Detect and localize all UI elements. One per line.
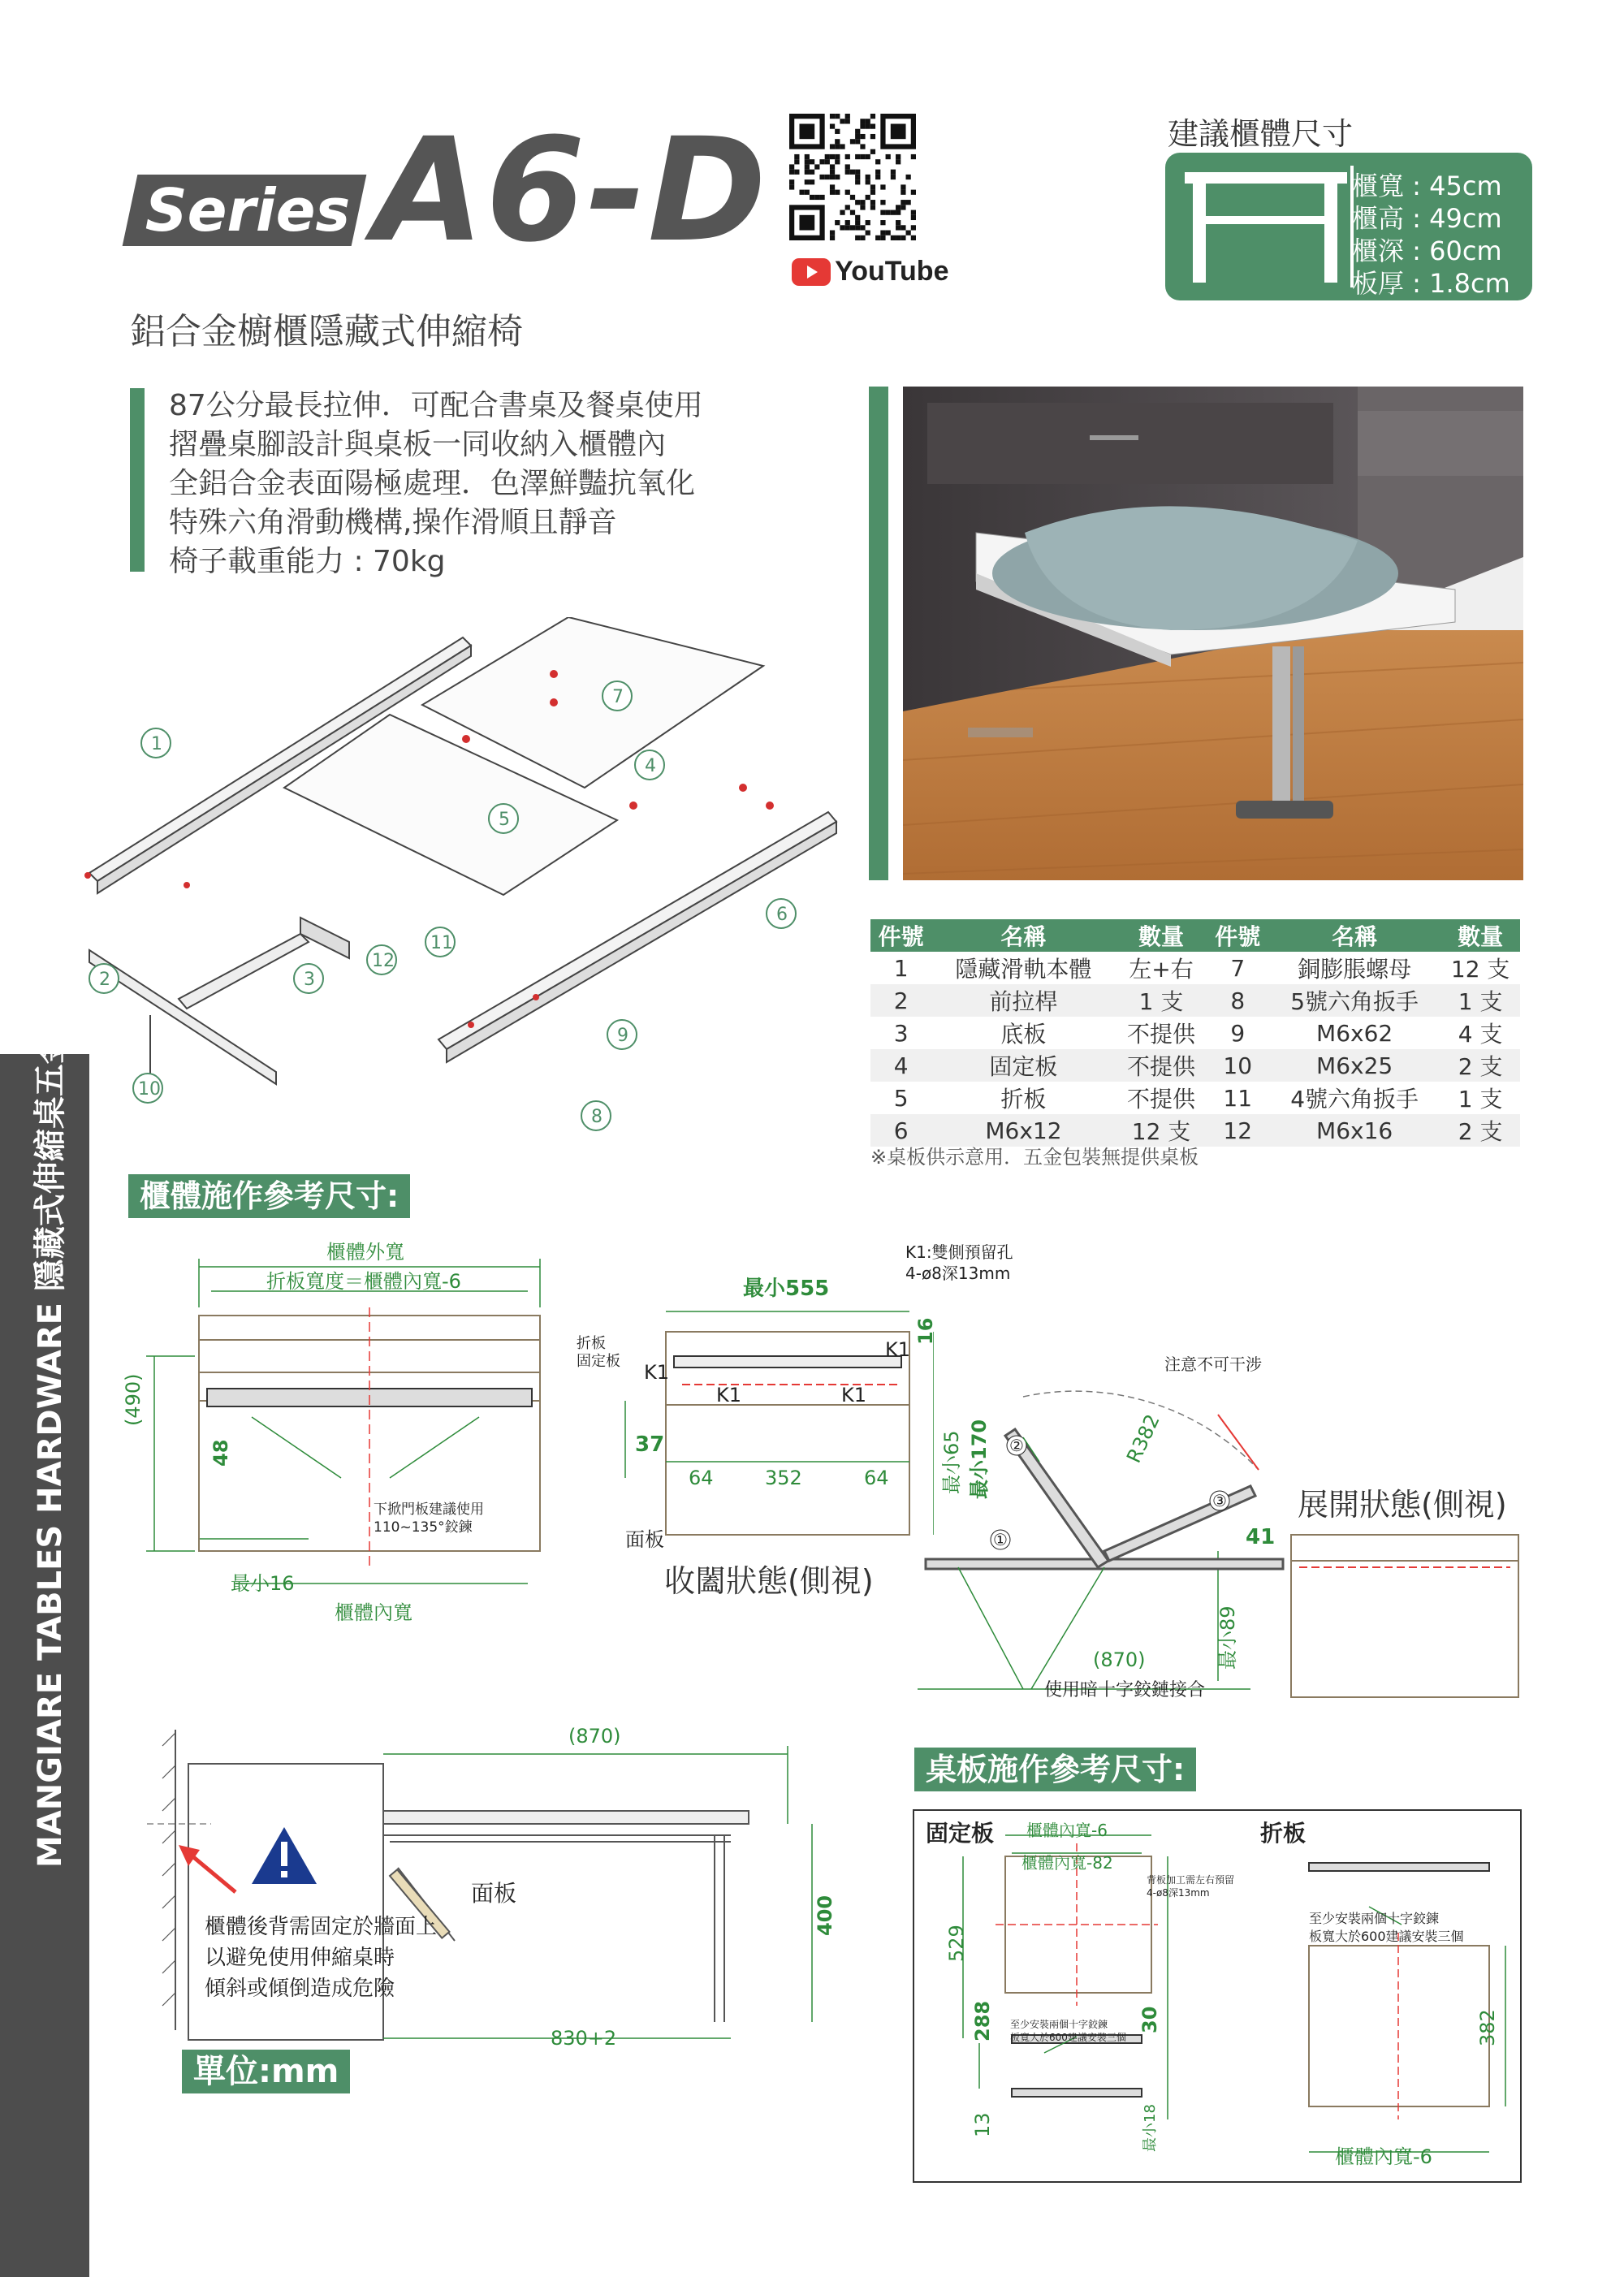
features-accent-bar (130, 388, 145, 572)
side-band-text: MANGIARE TABLES HARDWARE 隱藏式伸縮桌五金 (32, 1031, 69, 1868)
cabinet-section-title: 櫃體施作參考尺寸: (128, 1174, 410, 1218)
callout-1: 1 (151, 734, 162, 754)
table-cell: 12 (1207, 1114, 1268, 1147)
cabinet-size-title: 建議櫃體尺寸 (1168, 116, 1354, 152)
cabinet-height: 櫃高 : 49cm (1352, 203, 1502, 234)
table-cell: 11 (1223, 1084, 1253, 1112)
table-cell: 隱藏滑軌本體 (955, 956, 1092, 983)
k1-label-b: K1 (716, 1384, 742, 1406)
callout-8: 8 (591, 1107, 603, 1127)
dim-37-label: 37 (635, 1432, 665, 1457)
wall-top-board-label: 面板 (471, 1880, 517, 1907)
dim-13-label: 13 (971, 2112, 994, 2137)
table-cell: 底板 (1000, 1021, 1047, 1048)
model-name: A6-D (374, 107, 768, 274)
series-label: Series (145, 176, 351, 244)
table-cell: 2 支 (1440, 1114, 1520, 1147)
fix-board-title: 固定板 (926, 1820, 995, 1847)
col-header: 件號 (1207, 919, 1268, 952)
min-555-label: 最小555 (743, 1277, 830, 1301)
table-board-diagram (914, 1811, 1517, 2178)
k1-label-a: K1 (644, 1361, 670, 1384)
table-cell: 5號六角扳手 (1268, 984, 1440, 1017)
col-header: 名稱 (931, 919, 1115, 952)
min-170-label: 最小170 (968, 1419, 991, 1499)
product-photo (903, 387, 1523, 880)
dim-16-label: 16 (914, 1317, 937, 1345)
inner-6b-label: 櫃體內寬-6 (1335, 2145, 1432, 2168)
dim-382-label: 382 (1476, 2009, 1499, 2046)
min-16-label: 最小16 (231, 1572, 295, 1595)
callout-10: 10 (138, 1079, 161, 1100)
table-cell: 不提供 (1127, 1086, 1196, 1113)
table-cell: M6x25 (1268, 1049, 1440, 1082)
hinge-note-1: 下掀門板建議使用 (374, 1501, 484, 1518)
youtube-logo[interactable] (792, 256, 948, 287)
table-cell: 10 (1207, 1049, 1268, 1082)
hinge-note-2: 110~135°鉸鍊 (374, 1519, 473, 1536)
col-header: 件號 (870, 919, 931, 952)
table-cell: 銅膨脹螺母 (1298, 956, 1412, 983)
hole-note-1: 背板加工需左右預留 (1147, 1874, 1235, 1886)
table-cell: 9 (1230, 1019, 1246, 1047)
k1-label-d: K1 (885, 1338, 911, 1361)
table-row (870, 952, 1520, 984)
closed-state-label: 收闔狀態(側視) (664, 1563, 874, 1599)
callout-4: 4 (645, 756, 656, 776)
cabinet-front-view (146, 1259, 568, 1616)
table-cell: 4 支 (1458, 1021, 1503, 1048)
warning-line-3: 傾斜或傾倒造成危險 (205, 1977, 395, 2001)
table-cell: 7 (1230, 954, 1246, 982)
dim-48-label: 48 (209, 1439, 232, 1467)
table-cell: M6x16 (1268, 1114, 1440, 1147)
callout-3: 3 (304, 970, 315, 990)
col-header: 數量 (1440, 919, 1520, 952)
inner-width-label: 櫃體內寬 (335, 1601, 412, 1624)
table-hinge-note-2: 板寬大於600建議安裝三個 (1010, 2032, 1126, 2043)
table-row (870, 1049, 1520, 1082)
dim-64a-label: 64 (689, 1467, 714, 1489)
table-section-title: 桌板施作參考尺寸: (914, 1748, 1196, 1791)
dim-352-label: 352 (765, 1467, 802, 1489)
photo-accent-bar (869, 387, 888, 880)
youtube-icon (792, 258, 831, 286)
table-cell: 2 支 (1440, 1049, 1520, 1082)
table-cell: 6 (870, 1114, 931, 1147)
dim-30-label: 30 (1138, 2006, 1161, 2033)
callout-11: 11 (430, 933, 453, 953)
min-18-label: 最小18 (1142, 2104, 1159, 2152)
k1-label-c: K1 (841, 1384, 867, 1406)
exploded-parts-diagram (81, 617, 861, 1153)
outer-width-label: 櫃體外寬 (326, 1241, 404, 1264)
table-cell: 前拉桿 (931, 984, 1115, 1017)
table-cell: 5 (893, 1084, 909, 1112)
parts-note: ※桌板供示意用．五金包裝無提供桌板 (870, 1146, 1199, 1169)
table-cell: 左+右 (1129, 956, 1194, 983)
warning-line-2: 以避免使用伸縮桌時 (205, 1946, 395, 1970)
feature-4: 特殊六角滑動機構,操作滑順且靜音 (169, 506, 617, 539)
k1-note: K1:雙側預留孔 (905, 1242, 1013, 1262)
cabinet-width: 櫃寬 : 45cm (1352, 171, 1502, 201)
wall-warning (205, 1912, 437, 2004)
fold-label: 折板 (577, 1335, 606, 1352)
table-cell: 1 支 (1115, 984, 1207, 1017)
table-cell: 折板 (1000, 1086, 1047, 1113)
callout-12: 12 (372, 951, 395, 971)
table-row (870, 1017, 1520, 1049)
dim-64b-label: 64 (864, 1467, 889, 1489)
table-cell: M6x12 (931, 1114, 1115, 1147)
dim-288-label: 288 (971, 2000, 994, 2042)
r382-label: R382 (1122, 1411, 1164, 1467)
fix-board-label: 固定板 (577, 1353, 620, 1370)
product-subtitle: 鋁合金櫥櫃隱藏式伸縮椅 (130, 311, 523, 352)
fold-width-label: 折板寬度＝櫃體內寬-6 (266, 1270, 461, 1293)
feature-1: 87公分最長拉伸．可配合書桌及餐桌使用 (169, 389, 703, 422)
table-cell: 8 (1207, 984, 1268, 1017)
table-cell: 1 支 (1440, 984, 1520, 1017)
table-row (870, 1082, 1520, 1114)
pos-1-label: ① (993, 1530, 1008, 1549)
table-cell: 3 (893, 1019, 909, 1047)
open-state-label: 展開狀態(側視) (1298, 1487, 1507, 1523)
dim-400-label: 400 (814, 1895, 836, 1936)
table-row (870, 984, 1520, 1017)
qr-code-icon (789, 114, 916, 240)
hinge-use-label: 使用暗十字鉸鏈接合 (1044, 1680, 1206, 1700)
open-870-label: (870) (1093, 1648, 1146, 1671)
feature-2: 摺疊桌腳設計與桌板一同收納入櫃體內 (169, 428, 667, 461)
table-cell: 12 支 (1115, 1114, 1207, 1147)
top-board-label: 面板 (625, 1528, 664, 1551)
col-header: 名稱 (1268, 919, 1440, 952)
table-cell: 固定板 (931, 1049, 1115, 1082)
youtube-label: YouTube (835, 256, 949, 287)
cabinet-depth: 櫃深 : 60cm (1352, 235, 1502, 266)
cabinet-outline-icon (1181, 167, 1352, 287)
feature-3: 全鋁合金表面陽極處理．色澤鮮豔抗氧化 (169, 467, 696, 500)
table-cell: M6x62 (1316, 1019, 1393, 1047)
callout-6: 6 (776, 905, 788, 925)
k1-spec: 4-ø8深13mm (905, 1264, 1011, 1283)
callout-9: 9 (617, 1026, 628, 1046)
dim-830-label: 830+2 (551, 2027, 617, 2050)
wall-870-label: (870) (568, 1725, 621, 1748)
table-hinge-note-1: 至少安裝兩個十字鉸鍊 (1010, 2019, 1108, 2030)
table-cell: 不提供 (1127, 1021, 1196, 1048)
fold-board-title: 折板 (1260, 1820, 1307, 1847)
closed-side-view (593, 1267, 934, 1559)
inner-6-label: 櫃體內寬-6 (1026, 1821, 1108, 1840)
dim-529-label: 529 (945, 1925, 968, 1962)
pos-2-label: ② (1009, 1436, 1024, 1455)
caution-label: 注意不可干涉 (1164, 1355, 1262, 1374)
table-cell: 1 (893, 954, 909, 982)
dim-41-label: 41 (1246, 1525, 1276, 1549)
parts-table (870, 919, 1520, 1147)
callout-2: 2 (99, 970, 110, 990)
pos-3-label: ③ (1212, 1491, 1227, 1510)
qr-code[interactable] (789, 114, 916, 240)
min-89-label: 最小89 (1216, 1605, 1239, 1670)
height-490-label: (490) (122, 1373, 145, 1426)
fold-hinge-note-1: 至少安裝兩個十字鉸鍊 (1309, 1911, 1440, 1926)
callout-5: 5 (499, 810, 510, 830)
table-cell: 1 支 (1458, 1086, 1503, 1113)
table-cell: 4 (870, 1049, 931, 1082)
product-photo-illustration (903, 387, 1523, 880)
table-cell: 2 (870, 984, 931, 1017)
table-cell: 4號六角扳手 (1290, 1086, 1419, 1113)
min-65-label: 最小65 (940, 1430, 963, 1494)
fold-hinge-note-2: 板寬大於600建議安裝三個 (1309, 1929, 1464, 1944)
table-cell: 不提供 (1115, 1049, 1207, 1082)
warning-line-1: 櫃體後背需固定於牆面上 (205, 1915, 438, 1939)
feature-5: 椅子載重能力 : 70kg (169, 545, 446, 578)
callout-7: 7 (612, 687, 624, 707)
units-label: 單位:mm (182, 2050, 350, 2093)
hole-note-2: 4-ø8深13mm (1147, 1887, 1210, 1899)
col-header: 數量 (1115, 919, 1207, 952)
inner-82-label: 櫃體內寬-82 (1021, 1853, 1113, 1873)
table-cell: 12 支 (1450, 956, 1510, 983)
board-thickness: 板厚 : 1.8cm (1352, 268, 1510, 299)
